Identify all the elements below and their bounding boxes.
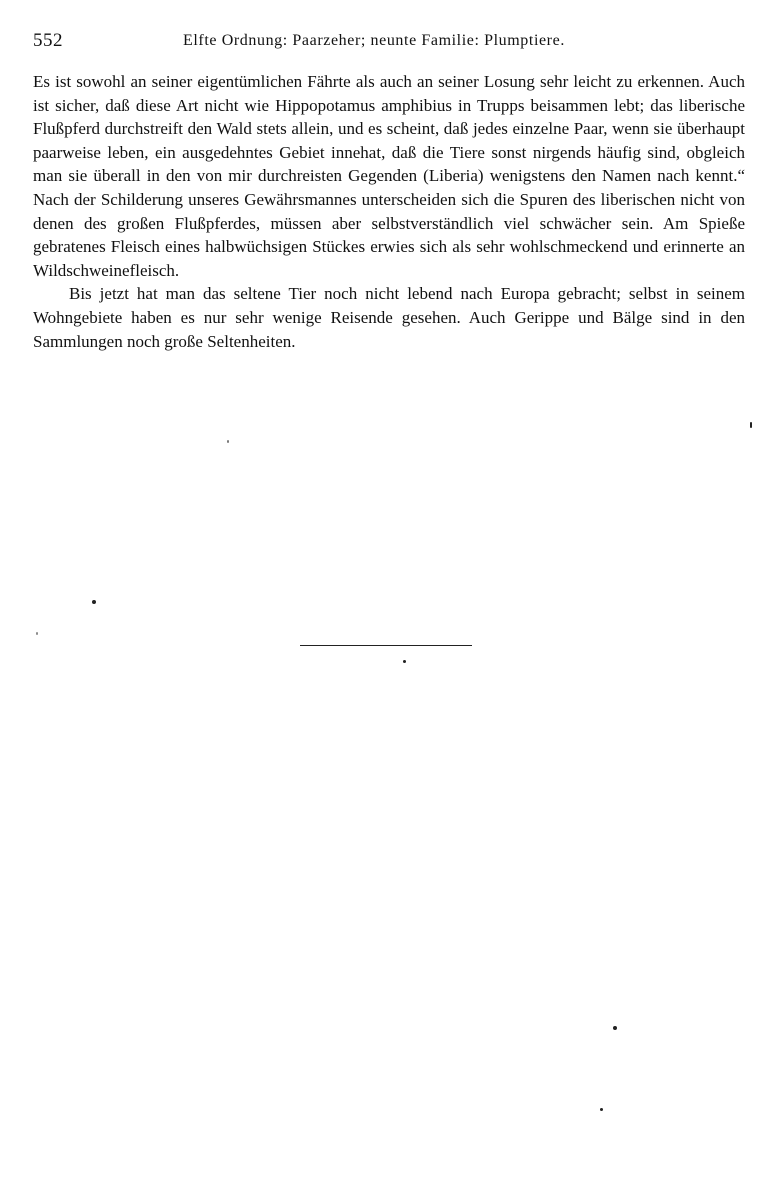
page-number: 552: [33, 30, 63, 51]
scan-speck: [92, 600, 96, 604]
paragraph-2: Bis jetzt hat man das seltene Tier noch nicht lebend nach Europa gebracht; selbst in seinem Wohngebiete haben es nur sehr wenige Reisende gesehen. Auch Gerippe und Bälge sind in den Sammlungen noch große Seltenheiten.: [33, 284, 745, 351]
running-head-title: Elfte Ordnung: Paarzeher; neunte Familie: Plumptiere.: [183, 32, 565, 49]
scan-speck: [227, 440, 229, 443]
scan-speck: [750, 422, 752, 428]
section-end-rule: [300, 645, 472, 646]
scan-speck: [600, 1108, 603, 1111]
paragraph-1: Es ist sowohl an seiner eigentümlichen Fährte als auch an seiner Losung sehr leicht zu erkennen. Auch ist sicher, daß diese Art nicht wie Hippopotamus amphibius in Trupps beisammen lebt; das liberische Flußpferd durchstreift den Wald stets allein, und es scheint, daß jedes einzelne Paar, wenn sie überhaupt paarweise leben, ein ausgedehntes Gebiet innehat, daß die Tiere sonst nirgends häufig sind, obgleich man sie überall in den von mir durchreisten Gegenden (Liberia) wenigstens den Namen nach kennt.“ Nach der Schilderung unseres Gewährsmannes unterscheiden sich die Spuren des liberischen nicht von denen des großen Flußpferdes, müssen aber selbstverständlich viel schwächer sein. Am Spieße gebratenes Fleisch eines halbwüchsigen Stückes erwies sich als sehr wohlschmeckend und erinnerte an Wildschweinefleisch.: [33, 72, 745, 280]
scan-speck: [403, 660, 406, 663]
scan-speck: [613, 1026, 617, 1030]
running-head: [33, 30, 745, 56]
scan-speck: [36, 632, 38, 635]
body-text: [33, 70, 745, 353]
